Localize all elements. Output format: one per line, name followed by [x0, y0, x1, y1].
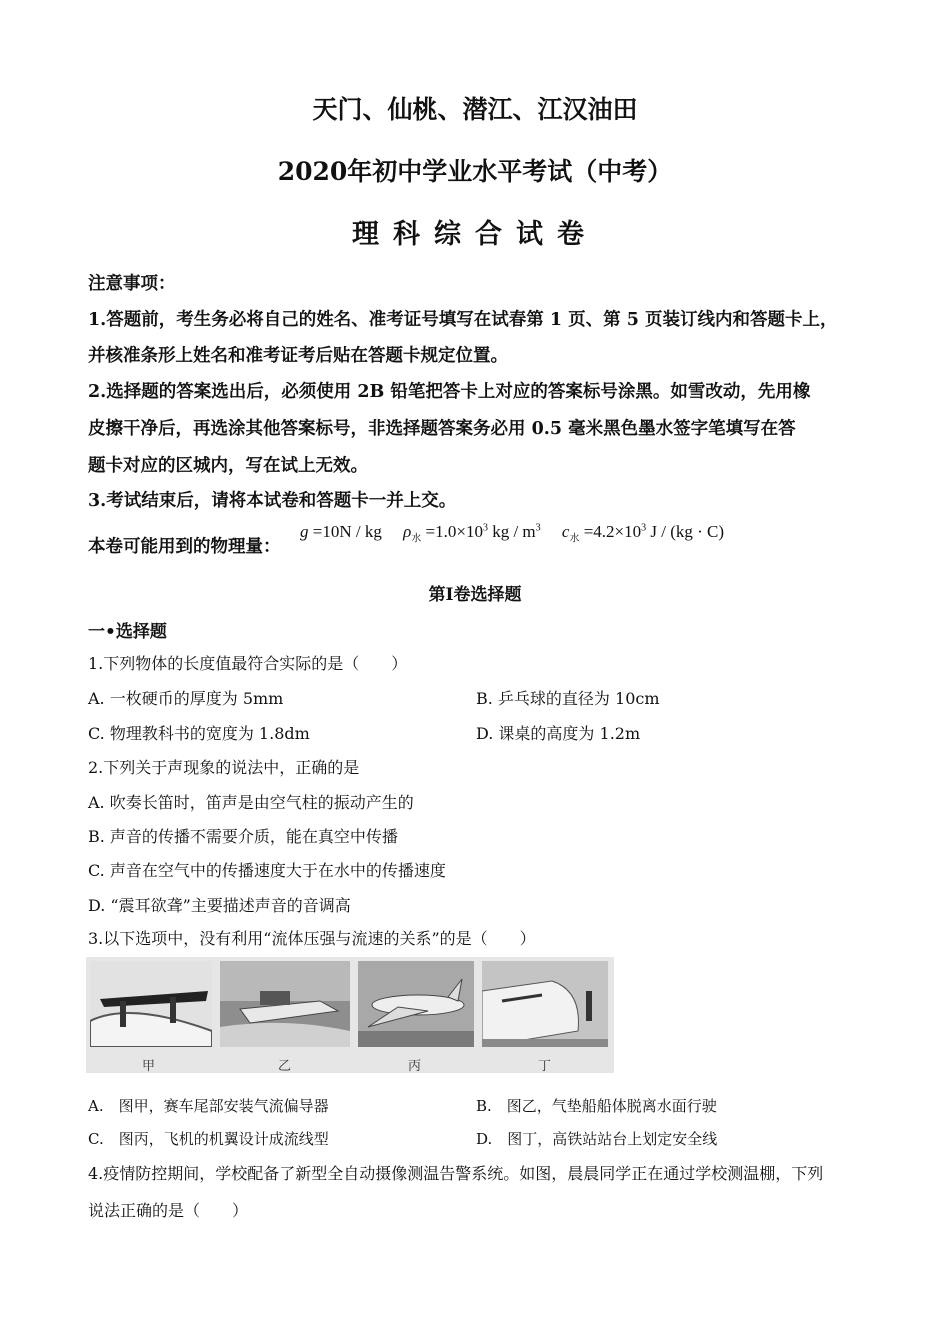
constants-label: 本卷可能用到的物理量：	[88, 537, 281, 557]
exam-title-year: 2020年初中学业水平考试（中考）	[277, 157, 673, 186]
rho-unit: kg / m	[492, 522, 536, 541]
g-value: =10N / kg	[312, 522, 382, 541]
g-symbol: g	[300, 522, 309, 541]
q3-option-c: C. 图丙，飞机的机翼设计成流线型	[88, 1130, 329, 1148]
exam-title-subject: 理科综合试卷	[352, 219, 598, 250]
q4-stem-line-2: 说法正确的是（ ）	[88, 1201, 249, 1220]
q2-option-c: C. 声音在空气中的传播速度大于在水中的传播速度	[88, 861, 446, 880]
q2-stem: 2.下列关于声现象的说法中，正确的是	[88, 758, 360, 777]
q1-option-a: A. 一枚硬币的厚度为 5mm	[88, 689, 284, 708]
q2-option-a: A. 吹奏长笛时，笛声是由空气柱的振动产生的	[88, 793, 414, 812]
note-1-line-2: 并核准条形上姓名和准考证考后贴在答题卡规定位置。	[88, 346, 508, 366]
q3-stem: 3.以下选项中，没有利用“流体压强与流速的关系”的是（ ）	[88, 929, 536, 948]
q1-stem: 1.下列物体的长度值最符合实际的是（ ）	[88, 654, 408, 673]
race-car-spoiler-photo	[90, 961, 212, 1047]
q2-option-b: B. 声音的传播不需要介质，能在真空中传播	[88, 827, 398, 846]
choice-section-heading: 一•选择题	[88, 622, 167, 642]
q1-option-c: C. 物理教科书的宽度为 1.8dm	[88, 724, 310, 743]
caption-jia: 甲	[142, 1059, 156, 1074]
notes-heading: 注意事项：	[88, 274, 176, 294]
q3-option-d: D. 图丁，高铁站站台上划定安全线	[476, 1130, 718, 1148]
note-3: 3.考试结束后，请将本试卷和答题卡一并上交。	[88, 491, 457, 511]
rho-subscript: 水	[411, 533, 422, 545]
q3-option-a: A. 图甲，赛车尾部安装气流偏导器	[88, 1097, 329, 1115]
caption-yi: 乙	[278, 1059, 292, 1074]
note-2-line-2: 皮擦干净后，再选涂其他答案标号，非选择题答案务必用 0.5 毫米黑色墨水签字笔填写在答	[88, 419, 796, 439]
c-subscript: 水	[569, 533, 580, 545]
exam-title-region: 天门、仙桃、潜江、江汉油田	[312, 95, 638, 124]
note-2-line-3: 题卡对应的区城内，写在试上无效。	[88, 456, 368, 476]
rho-unit-exponent: 3	[535, 522, 541, 534]
physical-constants-formula	[300, 522, 724, 544]
part-one-heading: 第Ⅰ卷选择题	[428, 585, 522, 605]
rho-symbol: ρ	[403, 522, 412, 541]
rho-value: =1.0×10	[425, 522, 483, 541]
c-symbol: c	[561, 522, 570, 541]
q3-photo-strip	[86, 957, 614, 1073]
caption-ding: 丁	[538, 1059, 552, 1074]
c-unit: J / (kg · C)	[650, 522, 725, 541]
q2-option-d: D. “震耳欲聋”主要描述声音的音调高	[88, 896, 351, 915]
note-1-line-1: 1.答题前，考生务必将自己的姓名、准考证号填写在试春第 1 页、第 5 页装订线内和答题卡上，	[88, 310, 838, 330]
caption-bing: 丙	[408, 1059, 422, 1074]
c-exponent: 3	[641, 522, 647, 534]
q1-option-d: D. 课桌的高度为 1.2m	[476, 724, 641, 743]
high-speed-train-photo	[482, 961, 608, 1047]
rho-exponent: 3	[482, 522, 488, 534]
c-value: =4.2×10	[583, 522, 642, 541]
q1-option-b: B. 乒乓球的直径为 10cm	[476, 689, 660, 708]
note-2-line-1: 2.选择题的答案选出后，必须使用 2B 铅笔把答卡上对应的答案标号涂黑。如雪改动，先用橡	[88, 382, 811, 402]
q4-stem-line-1: 4.疫情防控期间，学校配备了新型全自动摄像测温告警系统。如图，晨晨同学正在通过学校测温棚，下列	[88, 1164, 824, 1183]
q3-option-b: B. 图乙，气垫船船体脱离水面行驶	[476, 1097, 717, 1115]
airplane-photo	[358, 961, 474, 1047]
hovercraft-photo	[220, 961, 350, 1047]
